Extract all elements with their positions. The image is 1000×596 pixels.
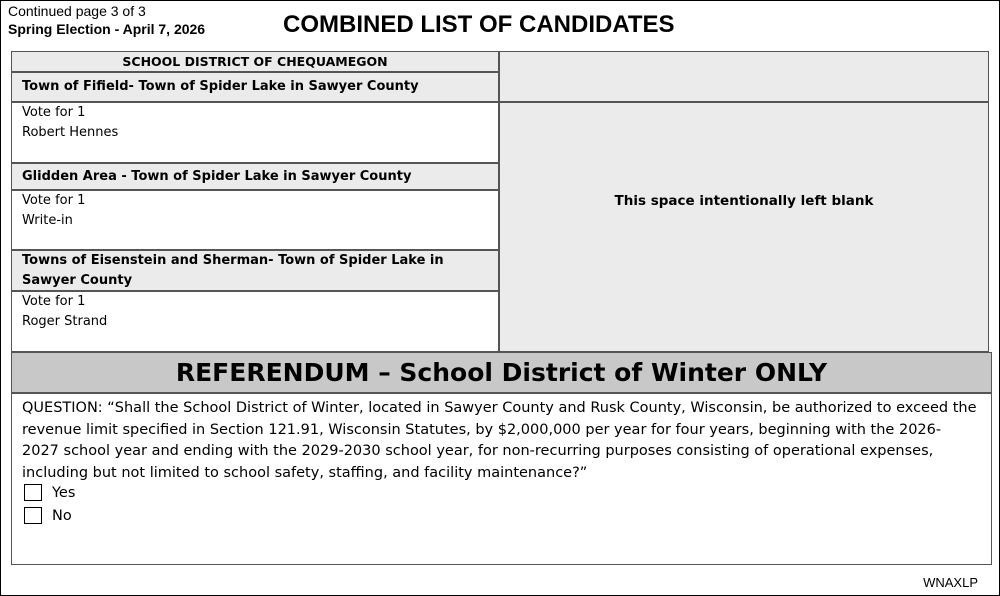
- blank-notice: This space intentionally left blank: [614, 193, 874, 209]
- yes-checkbox[interactable]: [24, 484, 42, 501]
- option-yes[interactable]: [24, 484, 75, 502]
- vote-for-label: Vote for 1: [22, 193, 86, 208]
- election-date: Spring Election - April 7, 2026: [8, 21, 206, 37]
- candidate-block-glidden: [11, 190, 499, 250]
- candidate-name: Roger Strand: [22, 314, 108, 329]
- vote-for-label: Vote for 1: [22, 105, 86, 120]
- referendum-heading: REFERENDUM – School District of Winter ONLY: [11, 352, 992, 393]
- ballot-code: WNAXLP: [923, 575, 978, 590]
- candidate-name: Write-in: [22, 213, 73, 228]
- yes-label: Yes: [52, 485, 76, 501]
- section-heading-fifield: Town of Fifield- Town of Spider Lake in Sawyer County: [11, 72, 499, 102]
- no-checkbox[interactable]: [24, 507, 42, 524]
- district-heading: SCHOOL DISTRICT OF CHEQUAMEGON: [11, 51, 499, 72]
- candidate-block-fifield: [11, 102, 499, 163]
- referendum-question: QUESTION: “Shall the School District of Winter, located in Sawyer County and Rusk County, Wisconsin, be authorized to exceed the revenue limit specified in Section 121.91, Wisconsin Statutes, by $2,000,000 per year for four years, beginning with the 2026-2027 school year and ending with the 2029-2030 school year, for non-recurring purposes consisting of operational expenses, including but not limited to school safety, staffing, and facility maintenance?”: [22, 400, 977, 481]
- continued-label: Continued page 3 of 3: [8, 3, 146, 19]
- vote-for-label: Vote for 1: [22, 294, 86, 309]
- candidate-name: Robert Hennes: [22, 125, 119, 140]
- no-label: No: [52, 508, 72, 524]
- candidate-block-eisenstein: [11, 291, 499, 352]
- section-heading-glidden: Glidden Area - Town of Spider Lake in Sawyer County: [11, 163, 499, 190]
- option-no[interactable]: [24, 507, 72, 525]
- page-title: COMBINED LIST OF CANDIDATES: [283, 11, 675, 38]
- right-top-cell: [499, 51, 989, 102]
- referendum-body: [11, 393, 992, 565]
- section-heading-eisenstein: Towns of Eisenstein and Sherman- Town of Spider Lake in Sawyer County: [11, 250, 499, 291]
- blank-space-panel: [499, 102, 989, 352]
